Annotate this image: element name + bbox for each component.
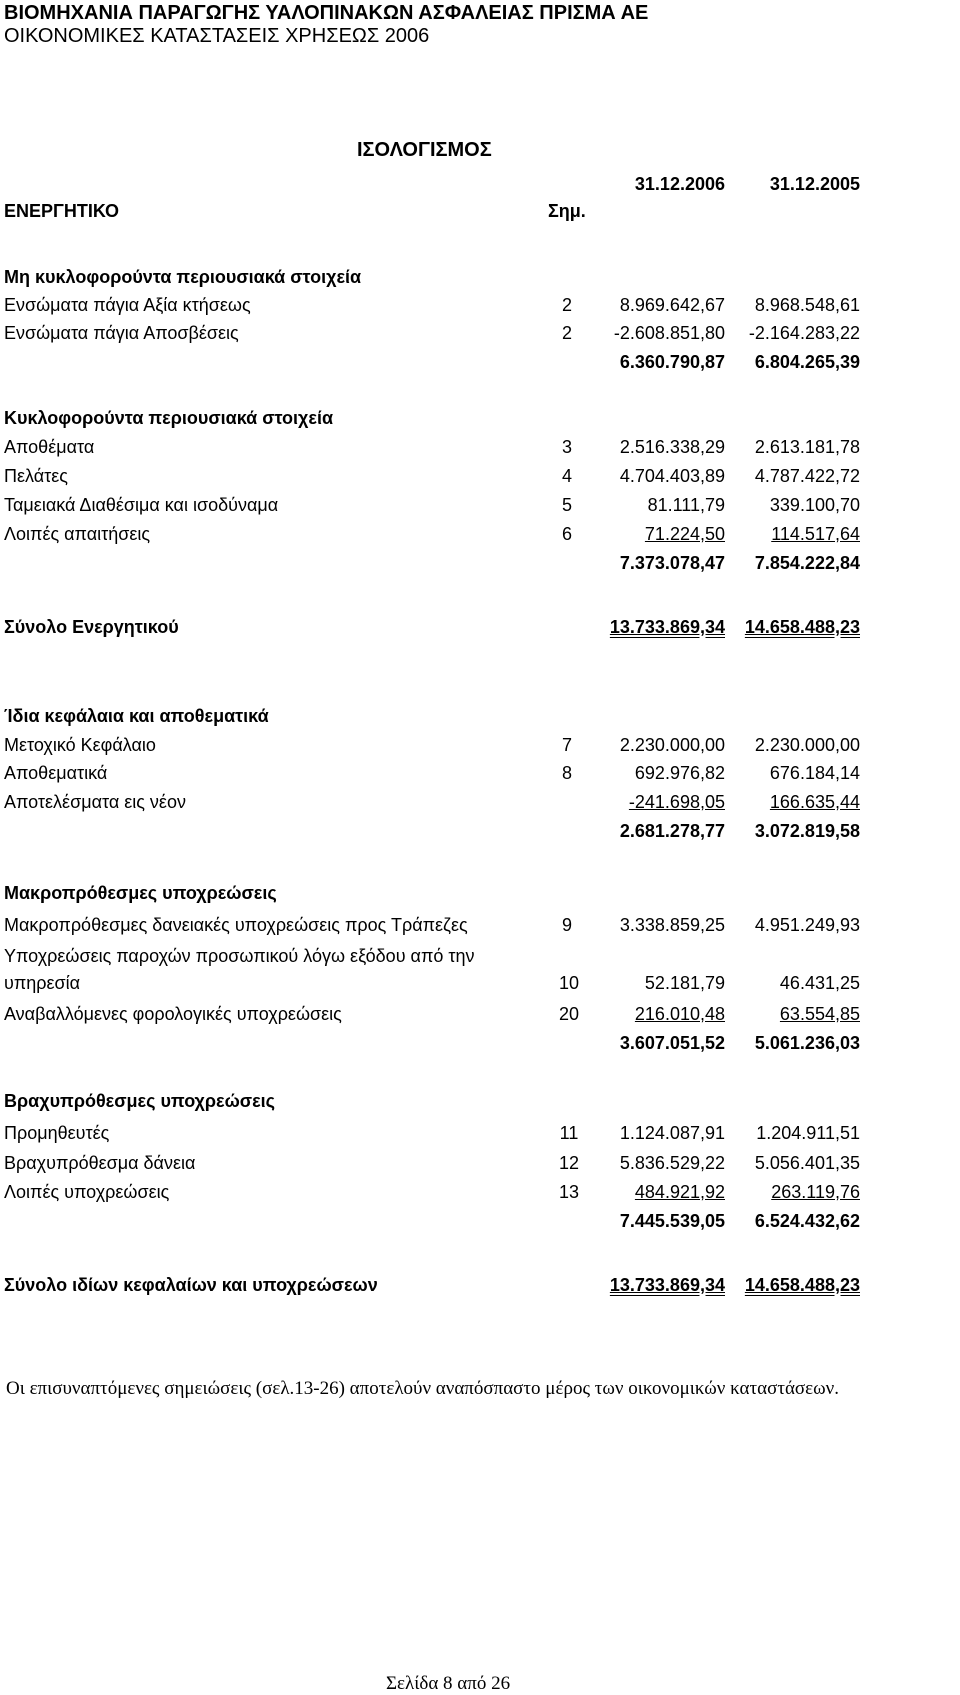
equity-heading: Ίδια κεφάλαια και αποθεματικά (4, 706, 269, 726)
total-liabilities-label: Σύνολο ιδίων κεφαλαίων και υποχρεώσεων (4, 1275, 378, 1295)
row-label: Πελάτες (4, 466, 68, 486)
row-value-2006: 71.224,50 (644, 524, 725, 544)
company-name: ΒΙΟΜΗΧΑΝΙΑ ΠΑΡΑΓΩΓΗΣ ΥΑΛΟΠΙΝΑΚΩΝ ΑΣΦΑΛΕΙΑΣ ΠΡΙΣΜΑ ΑΕ (4, 2, 649, 24)
row-value-2006: 5.836.529,22 (619, 1153, 725, 1173)
row-label: Μακροπρόθεσμες δανειακές υποχρεώσεις προς Τράπεζες (4, 915, 468, 935)
row-value-2005: 2.230.000,00 (754, 735, 860, 755)
subtotal-2005: 5.061.236,03 (754, 1033, 860, 1053)
row-note: 13 (558, 1182, 580, 1202)
row-note: 7 (561, 735, 572, 755)
row-value-2006: 2.516.338,29 (619, 437, 725, 457)
total-liabilities-2006: 13.733.869,34 (609, 1275, 725, 1295)
total-assets-2005: 14.658.488,23 (744, 617, 860, 637)
row-note: 8 (561, 763, 572, 783)
row-value-2005: 166.635,44 (769, 792, 860, 812)
subtotal-2006: 3.607.051,52 (619, 1033, 725, 1053)
report-subtitle: ΟΙΚΟΝΟΜΙΚΕΣ ΚΑΤΑΣΤΑΣΕΙΣ ΧΡΗΣΕΩΣ 2006 (4, 25, 430, 47)
row-label: Προμηθευτές (4, 1123, 110, 1143)
total-liabilities-2005: 14.658.488,23 (744, 1275, 860, 1295)
row-note: 2 (561, 295, 572, 315)
row-label: Ταμειακά Διαθέσιμα και ισοδύναμα (4, 495, 279, 515)
longterm-heading: Μακροπρόθεσμες υποχρεώσεις (4, 883, 277, 903)
row-value-2006: 8.969.642,67 (619, 295, 725, 315)
column-header-2005: 31.12.2005 (769, 174, 860, 194)
row-label: Αποθεματικά (4, 763, 108, 783)
total-assets-label: Σύνολο Ενεργητικού (4, 617, 179, 637)
subtotal-2005: 7.854.222,84 (754, 553, 860, 573)
current-heading: Κυκλοφορούντα περιουσιακά στοιχεία (4, 408, 334, 428)
row-note: 4 (561, 466, 572, 486)
subtotal-2005: 6.524.432,62 (754, 1211, 860, 1231)
row-label: Αποθέματα (4, 437, 95, 457)
balance-sheet-title: ΙΣΟΛΟΓΙΣΜΟΣ (357, 139, 492, 161)
row-label: Βραχυπρόθεσμα δάνεια (4, 1153, 196, 1173)
row-value-2006: 216.010,48 (634, 1004, 725, 1024)
subtotal-2006: 7.445.539,05 (619, 1211, 725, 1231)
row-value-2005: 4.951.249,93 (754, 915, 860, 935)
row-value-2005: 263.119,76 (771, 1182, 860, 1202)
row-value-2005: 4.787.422,72 (754, 466, 860, 486)
section-assets: ΕΝΕΡΓΗΤΙΚΟ (4, 201, 120, 221)
row-label: Μετοχικό Κεφάλαιο (4, 735, 156, 755)
row-label: Λοιπές υποχρεώσεις (4, 1182, 170, 1202)
row-note: 3 (561, 437, 572, 457)
total-assets-2006: 13.733.869,34 (609, 617, 725, 637)
row-value-2005: 339.100,70 (769, 495, 860, 515)
column-header-note: Σημ. (548, 201, 586, 221)
row-note: 5 (561, 495, 572, 515)
row-label: Ενσώματα πάγια Αποσβέσεις (4, 323, 239, 343)
row-value-2006: 2.230.000,00 (619, 735, 725, 755)
row-value-2006: 484.921,92 (634, 1182, 725, 1202)
row-value-2005: 46.431,25 (779, 973, 860, 993)
page-number: Σελίδα 8 από 26 (386, 1673, 511, 1694)
footnote: Οι επισυναπτόμενες σημειώσεις (σελ.13-26) αποτελούν αναπόσπαστο μέρος των οικονομικών καταστάσεων. (6, 1378, 839, 1399)
row-value-2005: 1.204.911,51 (756, 1123, 860, 1143)
shortterm-heading: Βραχυπρόθεσμες υποχρεώσεις (4, 1091, 276, 1111)
row-value-2006: -241.698,05 (628, 792, 725, 812)
row-label-line2: υπηρεσία (4, 973, 81, 993)
row-value-2006: -2.608.851,80 (613, 323, 725, 343)
row-label: Ενσώματα πάγια Αξία κτήσεως (4, 295, 251, 315)
row-label: Λοιπές απαιτήσεις (4, 524, 151, 544)
row-value-2005: 676.184,14 (769, 763, 860, 783)
row-value-2006: 1.124.087,91 (619, 1123, 725, 1143)
row-value-2006: 81.111,79 (647, 495, 725, 515)
row-note: 6 (561, 524, 572, 544)
row-label: Αποτελέσματα εις νέον (4, 792, 186, 812)
row-note: 10 (558, 973, 580, 993)
row-note: 11 (559, 1123, 579, 1143)
row-value-2005: 63.554,85 (779, 1004, 860, 1024)
row-note: 20 (558, 1004, 580, 1024)
row-value-2005: 114.517,64 (771, 524, 860, 544)
row-value-2006: 3.338.859,25 (619, 915, 725, 935)
subtotal-2005: 6.804.265,39 (754, 352, 860, 372)
row-label: Αναβαλλόμενες φορολογικές υποχρεώσεις (4, 1004, 342, 1024)
subtotal-2005: 3.072.819,58 (754, 821, 860, 841)
row-note: 2 (561, 323, 572, 343)
row-value-2005: -2.164.283,22 (748, 323, 860, 343)
row-value-2006: 692.976,82 (634, 763, 725, 783)
subtotal-2006: 6.360.790,87 (619, 352, 725, 372)
noncurrent-heading: Μη κυκλοφορούντα περιουσιακά στοιχεία (4, 267, 362, 287)
column-header-2006: 31.12.2006 (634, 174, 725, 194)
row-note: 9 (561, 915, 572, 935)
row-value-2006: 4.704.403,89 (619, 466, 725, 486)
row-note: 12 (558, 1153, 580, 1173)
row-value-2005: 8.968.548,61 (754, 295, 860, 315)
row-value-2005: 5.056.401,35 (754, 1153, 860, 1173)
row-value-2006: 52.181,79 (644, 973, 725, 993)
subtotal-2006: 7.373.078,47 (619, 553, 725, 573)
subtotal-2006: 2.681.278,77 (619, 821, 725, 841)
row-label-line1: Υποχρεώσεις παροχών προσωπικού λόγω εξόδου από την (4, 946, 475, 966)
row-value-2005: 2.613.181,78 (754, 437, 860, 457)
